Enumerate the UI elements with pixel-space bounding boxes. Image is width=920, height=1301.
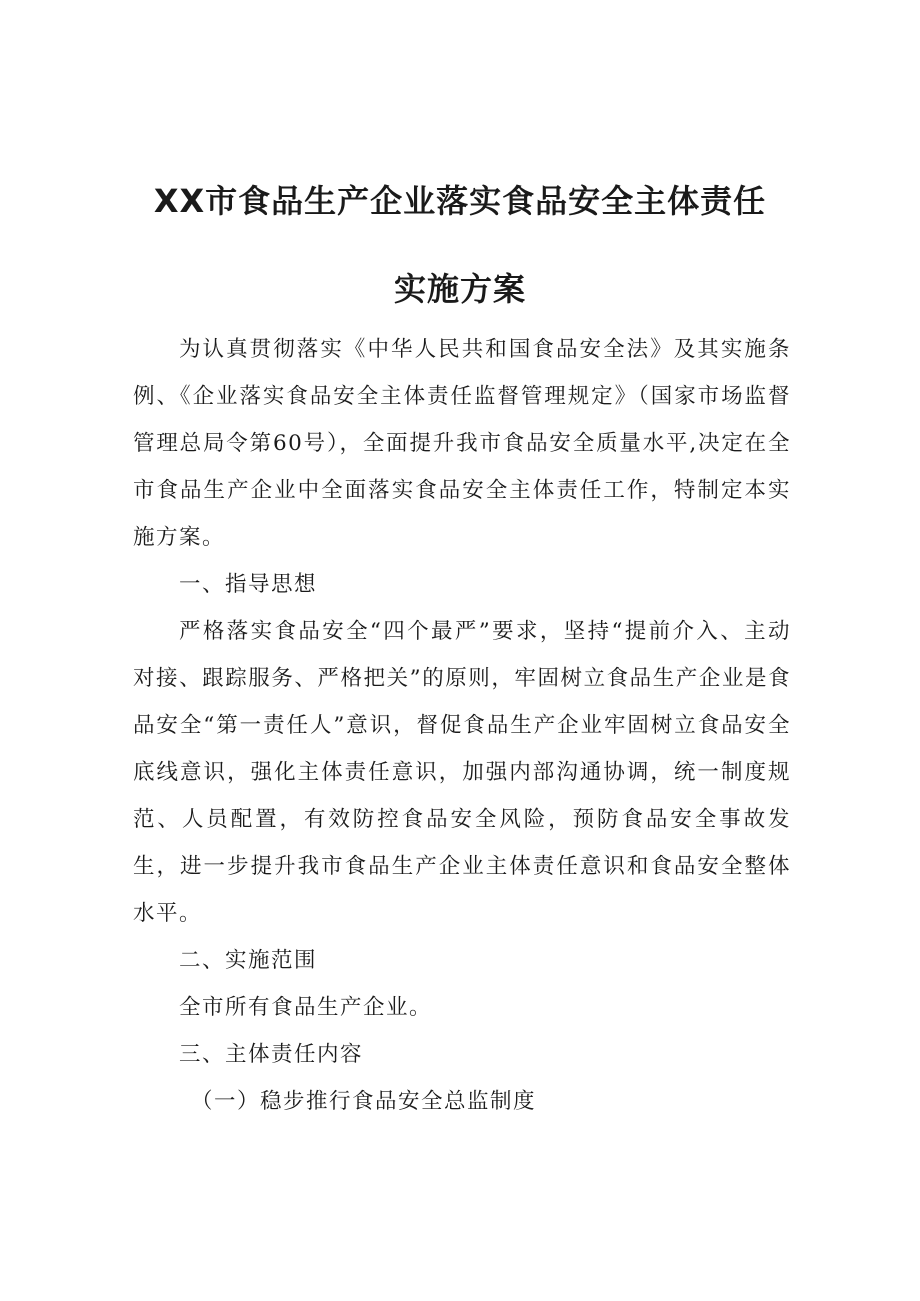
subsection-heading-food-safety-director: （一）稳步推行食品安全总监制度 <box>191 1089 537 1114</box>
document-body <box>133 326 791 1125</box>
guiding-ideology-paragraph: 严格落实食品安全“四个最严”要求，坚持“提前介入、主动对接、跟踪服务、严格把关”的原则，牢固树立食品生产企业是食品安全“第一责任人”意识，督促食品生产企业牢固树立食品安全底线意识，强化主体责任意识，加强内部沟通协调，统一制度规范、人员配置，有效防控食品安全风险，预防食品安全事故发生，进一步提升我市食品生产企业主体责任意识和食品安全整体水平。 <box>133 619 791 926</box>
scope-paragraph: 全市所有食品生产企业。 <box>179 995 433 1020</box>
document-title-line2: 实施方案 <box>393 270 526 308</box>
section-heading-scope: 二、实施范围 <box>179 948 318 973</box>
section-heading-guiding-ideology: 一、指导思想 <box>179 572 318 597</box>
document-title-line1: XX市食品生产企业落实食品安全主体责任 <box>153 182 767 220</box>
section-heading-responsibilities: 三、主体责任内容 <box>179 1042 364 1067</box>
intro-paragraph: 为认真贯彻落实《中华人民共和国食品安全法》及其实施条例、《企业落实食品安全主体责任监督管理规定》（国家市场监督管理总局令第60号），全面提升我市食品安全质量水平,决定在全市食品生产企业中全面落实食品安全主体责任工作，特制定本实施方案。 <box>133 337 791 550</box>
